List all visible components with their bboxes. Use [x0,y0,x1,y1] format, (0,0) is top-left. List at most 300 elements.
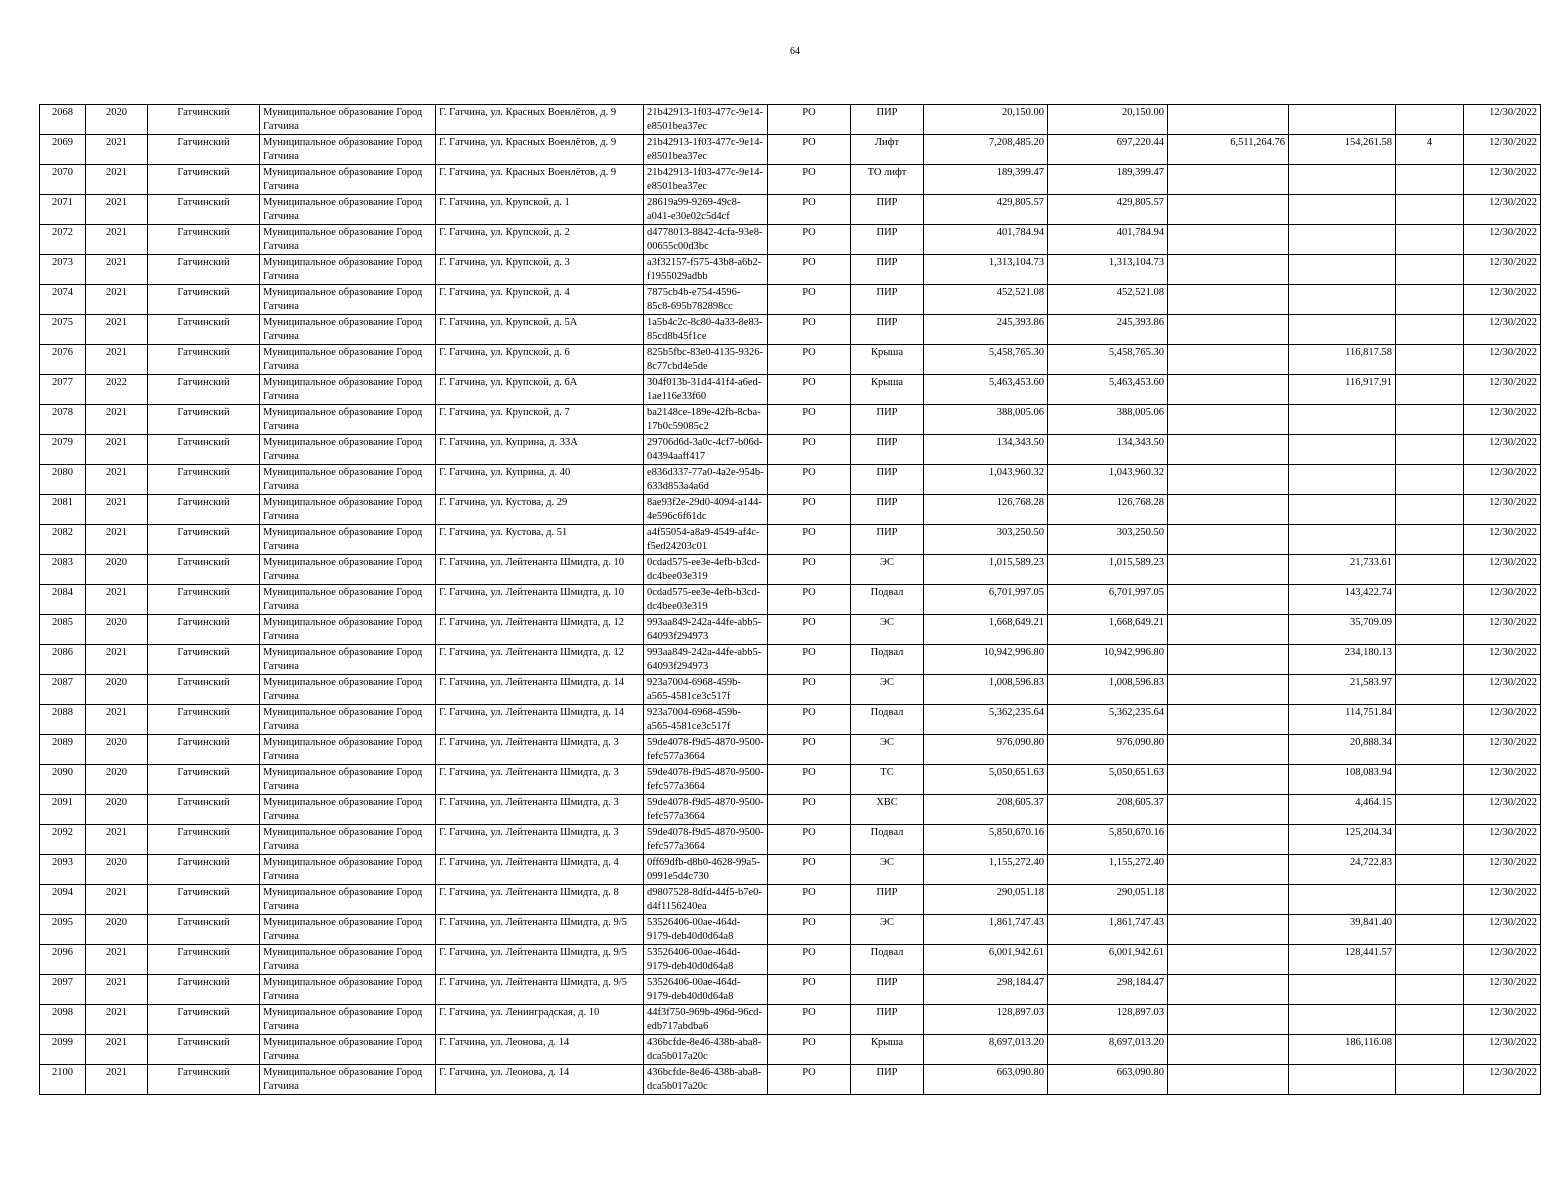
extra-cost-cell [1289,105,1396,135]
year-cell: 2021 [86,825,148,855]
extra-cost-cell: 186,116.08 [1289,1035,1396,1065]
table-row [40,585,1541,615]
municipality-cell: Муниципальное образование Город Гатчина [260,675,436,705]
table-row [40,795,1541,825]
date-cell: 12/30/2022 [1464,435,1541,465]
table-row [40,225,1541,255]
extra-cost-cell: 39,841.40 [1289,915,1396,945]
extra-cost-cell: 116,817.58 [1289,345,1396,375]
date-cell: 12/30/2022 [1464,975,1541,1005]
municipality-cell: Муниципальное образование Город Гатчина [260,795,436,825]
fund-cost-cell: 6,701,997.05 [1048,585,1168,615]
district-cell: Гатчинский [148,675,260,705]
total-cost-cell: 189,399.47 [924,165,1048,195]
fund-cost-cell: 126,768.28 [1048,495,1168,525]
year-cell: 2021 [86,255,148,285]
extra-cost-cell [1289,255,1396,285]
program-cell: РО [768,315,851,345]
guid-cell: 825b5fbc-83e0-4135-9326-8c77cbd4e5de [644,345,768,375]
address-cell: Г. Гатчина, ул. Крупской, д. 7 [436,405,644,435]
count-cell [1396,855,1464,885]
row-number: 2078 [40,405,86,435]
table-row [40,945,1541,975]
count-cell [1396,405,1464,435]
year-cell: 2020 [86,795,148,825]
municipality-cell: Муниципальное образование Город Гатчина [260,375,436,405]
total-cost-cell: 5,050,651.63 [924,765,1048,795]
other-source-cell [1168,705,1289,735]
municipality-cell: Муниципальное образование Город Гатчина [260,1065,436,1095]
guid-cell: 923a7004-6968-459b-a565-4581ce3c517f [644,705,768,735]
work-type-cell: ТС [851,765,924,795]
extra-cost-cell: 21,583.97 [1289,675,1396,705]
year-cell: 2021 [86,1035,148,1065]
address-cell: Г. Гатчина, ул. Крупской, д. 4 [436,285,644,315]
district-cell: Гатчинский [148,555,260,585]
extra-cost-cell [1289,405,1396,435]
row-number: 2087 [40,675,86,705]
program-cell: РО [768,135,851,165]
address-cell: Г. Гатчина, ул. Крупской, д. 1 [436,195,644,225]
date-cell: 12/30/2022 [1464,255,1541,285]
other-source-cell [1168,105,1289,135]
other-source-cell [1168,555,1289,585]
row-number: 2071 [40,195,86,225]
row-number: 2074 [40,285,86,315]
extra-cost-cell [1289,225,1396,255]
table-row [40,975,1541,1005]
date-cell: 12/30/2022 [1464,705,1541,735]
guid-cell: 436bcfde-8e46-438b-aba8-dca5b017a20c [644,1035,768,1065]
guid-cell: 8ae93f2e-29d0-4094-a144-4e596c6f61dc [644,495,768,525]
extra-cost-cell: 125,204.34 [1289,825,1396,855]
total-cost-cell: 5,850,670.16 [924,825,1048,855]
municipality-cell: Муниципальное образование Город Гатчина [260,255,436,285]
program-cell: РО [768,195,851,225]
row-number: 2081 [40,495,86,525]
program-cell: РО [768,345,851,375]
count-cell [1396,255,1464,285]
row-number: 2098 [40,1005,86,1035]
municipality-cell: Муниципальное образование Город Гатчина [260,1035,436,1065]
table-row [40,105,1541,135]
year-cell: 2020 [86,675,148,705]
address-cell: Г. Гатчина, ул. Лейтенанта Шмидта, д. 12 [436,645,644,675]
other-source-cell [1168,615,1289,645]
table-row [40,1035,1541,1065]
fund-cost-cell: 401,784.94 [1048,225,1168,255]
date-cell: 12/30/2022 [1464,615,1541,645]
count-cell [1396,705,1464,735]
guid-cell: 304f013b-31d4-41f4-a6ed-1ae116e33f60 [644,375,768,405]
other-source-cell [1168,765,1289,795]
total-cost-cell: 20,150.00 [924,105,1048,135]
date-cell: 12/30/2022 [1464,555,1541,585]
table-row [40,405,1541,435]
count-cell [1396,165,1464,195]
total-cost-cell: 5,458,765.30 [924,345,1048,375]
row-number: 2090 [40,765,86,795]
other-source-cell [1168,1065,1289,1095]
row-number: 2092 [40,825,86,855]
district-cell: Гатчинский [148,735,260,765]
work-type-cell: ПИР [851,885,924,915]
date-cell: 12/30/2022 [1464,675,1541,705]
row-number: 2073 [40,255,86,285]
guid-cell: 7875cb4b-e754-4596-85c8-695b782898cc [644,285,768,315]
table-row [40,855,1541,885]
date-cell: 12/30/2022 [1464,405,1541,435]
date-cell: 12/30/2022 [1464,195,1541,225]
other-source-cell [1168,585,1289,615]
work-type-cell: ПИР [851,1005,924,1035]
total-cost-cell: 1,015,589.23 [924,555,1048,585]
extra-cost-cell: 128,441.57 [1289,945,1396,975]
address-cell: Г. Гатчина, ул. Красных Военлётов, д. 9 [436,105,644,135]
program-cell: РО [768,885,851,915]
fund-cost-cell: 245,393.86 [1048,315,1168,345]
other-source-cell [1168,735,1289,765]
program-cell: РО [768,765,851,795]
address-cell: Г. Гатчина, ул. Лейтенанта Шмидта, д. 4 [436,855,644,885]
year-cell: 2021 [86,705,148,735]
municipality-cell: Муниципальное образование Город Гатчина [260,225,436,255]
other-source-cell [1168,255,1289,285]
address-cell: Г. Гатчина, ул. Красных Военлётов, д. 9 [436,165,644,195]
guid-cell: a3f32157-f575-43b8-a6b2-f1955029adbb [644,255,768,285]
table-row [40,1065,1541,1095]
municipality-cell: Муниципальное образование Город Гатчина [260,885,436,915]
registry-rows [40,105,1541,1095]
work-type-cell: Лифт [851,135,924,165]
district-cell: Гатчинский [148,345,260,375]
row-number: 2070 [40,165,86,195]
row-number: 2072 [40,225,86,255]
date-cell: 12/30/2022 [1464,1065,1541,1095]
fund-cost-cell: 20,150.00 [1048,105,1168,135]
program-cell: РО [768,225,851,255]
extra-cost-cell: 20,888.34 [1289,735,1396,765]
table-row [40,675,1541,705]
fund-cost-cell: 429,805.57 [1048,195,1168,225]
work-type-cell: Крыша [851,1035,924,1065]
other-source-cell [1168,675,1289,705]
guid-cell: 59de4078-f9d5-4870-9500-fefc577a3664 [644,825,768,855]
municipality-cell: Муниципальное образование Город Гатчина [260,555,436,585]
program-cell: РО [768,1065,851,1095]
work-type-cell: Крыша [851,345,924,375]
municipality-cell: Муниципальное образование Город Гатчина [260,1005,436,1035]
program-cell: РО [768,165,851,195]
row-number: 2099 [40,1035,86,1065]
guid-cell: 53526406-00ae-464d-9179-deb40d0d64a8 [644,975,768,1005]
table-row [40,345,1541,375]
municipality-cell: Муниципальное образование Город Гатчина [260,765,436,795]
count-cell [1396,1005,1464,1035]
total-cost-cell: 1,008,596.83 [924,675,1048,705]
year-cell: 2020 [86,855,148,885]
other-source-cell [1168,435,1289,465]
district-cell: Гатчинский [148,915,260,945]
total-cost-cell: 452,521.08 [924,285,1048,315]
extra-cost-cell [1289,165,1396,195]
table-row [40,195,1541,225]
total-cost-cell: 134,343.50 [924,435,1048,465]
other-source-cell [1168,525,1289,555]
program-cell: РО [768,465,851,495]
year-cell: 2021 [86,285,148,315]
year-cell: 2020 [86,105,148,135]
year-cell: 2021 [86,975,148,1005]
program-cell: РО [768,105,851,135]
address-cell: Г. Гатчина, ул. Лейтенанта Шмидта, д. 10 [436,555,644,585]
fund-cost-cell: 5,050,651.63 [1048,765,1168,795]
row-number: 2097 [40,975,86,1005]
municipality-cell: Муниципальное образование Город Гатчина [260,585,436,615]
work-type-cell: ПИР [851,975,924,1005]
address-cell: Г. Гатчина, ул. Лейтенанта Шмидта, д. 14 [436,705,644,735]
work-type-cell: Подвал [851,585,924,615]
table-row [40,465,1541,495]
other-source-cell [1168,465,1289,495]
fund-cost-cell: 452,521.08 [1048,285,1168,315]
count-cell [1396,1065,1464,1095]
total-cost-cell: 8,697,013.20 [924,1035,1048,1065]
program-cell: РО [768,585,851,615]
row-number: 2080 [40,465,86,495]
total-cost-cell: 298,184.47 [924,975,1048,1005]
other-source-cell [1168,795,1289,825]
district-cell: Гатчинский [148,645,260,675]
work-type-cell: Крыша [851,375,924,405]
registry-table [39,104,1541,1095]
work-type-cell: ХВС [851,795,924,825]
program-cell: РО [768,915,851,945]
program-cell: РО [768,1035,851,1065]
row-number: 2089 [40,735,86,765]
address-cell: Г. Гатчина, ул. Лейтенанта Шмидта, д. 8 [436,885,644,915]
district-cell: Гатчинский [148,1005,260,1035]
table-row [40,765,1541,795]
municipality-cell: Муниципальное образование Город Гатчина [260,645,436,675]
work-type-cell: ПИР [851,495,924,525]
guid-cell: 53526406-00ae-464d-9179-deb40d0d64a8 [644,915,768,945]
guid-cell: 0cdad575-ee3e-4efb-b3cd-dc4bee03e319 [644,585,768,615]
other-source-cell [1168,825,1289,855]
total-cost-cell: 388,005.06 [924,405,1048,435]
municipality-cell: Муниципальное образование Город Гатчина [260,195,436,225]
row-number: 2094 [40,885,86,915]
work-type-cell: ПИР [851,435,924,465]
total-cost-cell: 303,250.50 [924,525,1048,555]
municipality-cell: Муниципальное образование Город Гатчина [260,435,436,465]
year-cell: 2021 [86,1005,148,1035]
count-cell [1396,585,1464,615]
address-cell: Г. Гатчина, ул. Лейтенанта Шмидта, д. 10 [436,585,644,615]
address-cell: Г. Гатчина, ул. Кустова, д. 51 [436,525,644,555]
total-cost-cell: 245,393.86 [924,315,1048,345]
work-type-cell: ПИР [851,315,924,345]
total-cost-cell: 976,090.80 [924,735,1048,765]
extra-cost-cell: 35,709.09 [1289,615,1396,645]
guid-cell: 44f3f750-969b-496d-96cd-edb717abdba6 [644,1005,768,1035]
row-number: 2085 [40,615,86,645]
other-source-cell [1168,885,1289,915]
district-cell: Гатчинский [148,135,260,165]
district-cell: Гатчинский [148,195,260,225]
extra-cost-cell: 114,751.84 [1289,705,1396,735]
work-type-cell: ПИР [851,195,924,225]
district-cell: Гатчинский [148,465,260,495]
table-row [40,495,1541,525]
work-type-cell: ЭС [851,855,924,885]
date-cell: 12/30/2022 [1464,495,1541,525]
fund-cost-cell: 134,343.50 [1048,435,1168,465]
fund-cost-cell: 5,362,235.64 [1048,705,1168,735]
program-cell: РО [768,675,851,705]
work-type-cell: ЭС [851,675,924,705]
fund-cost-cell: 5,850,670.16 [1048,825,1168,855]
district-cell: Гатчинский [148,225,260,255]
work-type-cell: Подвал [851,705,924,735]
other-source-cell [1168,975,1289,1005]
fund-cost-cell: 663,090.80 [1048,1065,1168,1095]
table-row [40,315,1541,345]
year-cell: 2020 [86,915,148,945]
year-cell: 2021 [86,405,148,435]
address-cell: Г. Гатчина, ул. Лейтенанта Шмидта, д. 9/5 [436,975,644,1005]
other-source-cell [1168,855,1289,885]
address-cell: Г. Гатчина, ул. Ленинградская, д. 10 [436,1005,644,1035]
other-source-cell [1168,915,1289,945]
table-row [40,285,1541,315]
guid-cell: 923a7004-6968-459b-a565-4581ce3c517f [644,675,768,705]
year-cell: 2021 [86,495,148,525]
program-cell: РО [768,1005,851,1035]
table-row [40,525,1541,555]
date-cell: 12/30/2022 [1464,1035,1541,1065]
municipality-cell: Муниципальное образование Город Гатчина [260,315,436,345]
date-cell: 12/30/2022 [1464,915,1541,945]
date-cell: 12/30/2022 [1464,795,1541,825]
date-cell: 12/30/2022 [1464,825,1541,855]
address-cell: Г. Гатчина, ул. Лейтенанта Шмидта, д. 3 [436,825,644,855]
guid-cell: 993aa849-242a-44fe-abb5-64093f294973 [644,615,768,645]
other-source-cell [1168,165,1289,195]
district-cell: Гатчинский [148,975,260,1005]
date-cell: 12/30/2022 [1464,165,1541,195]
year-cell: 2022 [86,375,148,405]
district-cell: Гатчинский [148,375,260,405]
year-cell: 2021 [86,435,148,465]
district-cell: Гатчинский [148,885,260,915]
other-source-cell [1168,195,1289,225]
fund-cost-cell: 290,051.18 [1048,885,1168,915]
district-cell: Гатчинский [148,765,260,795]
work-type-cell: ТО лифт [851,165,924,195]
extra-cost-cell [1289,525,1396,555]
count-cell [1396,615,1464,645]
program-cell: РО [768,375,851,405]
date-cell: 12/30/2022 [1464,135,1541,165]
table-row [40,555,1541,585]
other-source-cell [1168,345,1289,375]
work-type-cell: ЭС [851,735,924,765]
guid-cell: 59de4078-f9d5-4870-9500-fefc577a3664 [644,765,768,795]
work-type-cell: ПИР [851,285,924,315]
address-cell: Г. Гатчина, ул. Лейтенанта Шмидта, д. 12 [436,615,644,645]
table-row [40,165,1541,195]
guid-cell: 436bcfde-8e46-438b-aba8-dca5b017a20c [644,1065,768,1095]
guid-cell: 29706d6d-3a0c-4cf7-b06d-04394aaff417 [644,435,768,465]
date-cell: 12/30/2022 [1464,345,1541,375]
row-number: 2093 [40,855,86,885]
district-cell: Гатчинский [148,825,260,855]
other-source-cell [1168,495,1289,525]
total-cost-cell: 401,784.94 [924,225,1048,255]
date-cell: 12/30/2022 [1464,465,1541,495]
fund-cost-cell: 128,897.03 [1048,1005,1168,1035]
count-cell [1396,195,1464,225]
extra-cost-cell [1289,315,1396,345]
row-number: 2077 [40,375,86,405]
count-cell [1396,645,1464,675]
address-cell: Г. Гатчина, ул. Леонова, д. 14 [436,1035,644,1065]
district-cell: Гатчинский [148,525,260,555]
work-type-cell: ПИР [851,105,924,135]
district-cell: Гатчинский [148,495,260,525]
guid-cell: 21b42913-1f03-477c-9e14-e8501bea37ec [644,165,768,195]
year-cell: 2020 [86,735,148,765]
extra-cost-cell: 4,464.15 [1289,795,1396,825]
address-cell: Г. Гатчина, ул. Лейтенанта Шмидта, д. 9/5 [436,945,644,975]
program-cell: РО [768,435,851,465]
count-cell [1396,285,1464,315]
work-type-cell: Подвал [851,945,924,975]
district-cell: Гатчинский [148,705,260,735]
municipality-cell: Муниципальное образование Город Гатчина [260,705,436,735]
municipality-cell: Муниципальное образование Город Гатчина [260,495,436,525]
fund-cost-cell: 1,008,596.83 [1048,675,1168,705]
municipality-cell: Муниципальное образование Город Гатчина [260,105,436,135]
fund-cost-cell: 5,463,453.60 [1048,375,1168,405]
address-cell: Г. Гатчина, ул. Крупской, д. 6 [436,345,644,375]
total-cost-cell: 1,861,747.43 [924,915,1048,945]
fund-cost-cell: 1,043,960.32 [1048,465,1168,495]
address-cell: Г. Гатчина, ул. Лейтенанта Шмидта, д. 9/5 [436,915,644,945]
fund-cost-cell: 303,250.50 [1048,525,1168,555]
fund-cost-cell: 1,015,589.23 [1048,555,1168,585]
address-cell: Г. Гатчина, ул. Крупской, д. 6А [436,375,644,405]
year-cell: 2021 [86,945,148,975]
address-cell: Г. Гатчина, ул. Лейтенанта Шмидта, д. 14 [436,675,644,705]
guid-cell: 28619a99-9269-49c8-a041-e30e02c5d4cf [644,195,768,225]
municipality-cell: Муниципальное образование Город Гатчина [260,405,436,435]
total-cost-cell: 208,605.37 [924,795,1048,825]
fund-cost-cell: 5,458,765.30 [1048,345,1168,375]
guid-cell: a4f55054-a8a9-4549-af4c-f5ed24203c01 [644,525,768,555]
year-cell: 2021 [86,1065,148,1095]
total-cost-cell: 290,051.18 [924,885,1048,915]
row-number: 2079 [40,435,86,465]
total-cost-cell: 1,668,649.21 [924,615,1048,645]
fund-cost-cell: 6,001,942.61 [1048,945,1168,975]
program-cell: РО [768,615,851,645]
total-cost-cell: 5,362,235.64 [924,705,1048,735]
address-cell: Г. Гатчина, ул. Крупской, д. 5А [436,315,644,345]
table-row [40,645,1541,675]
date-cell: 12/30/2022 [1464,105,1541,135]
